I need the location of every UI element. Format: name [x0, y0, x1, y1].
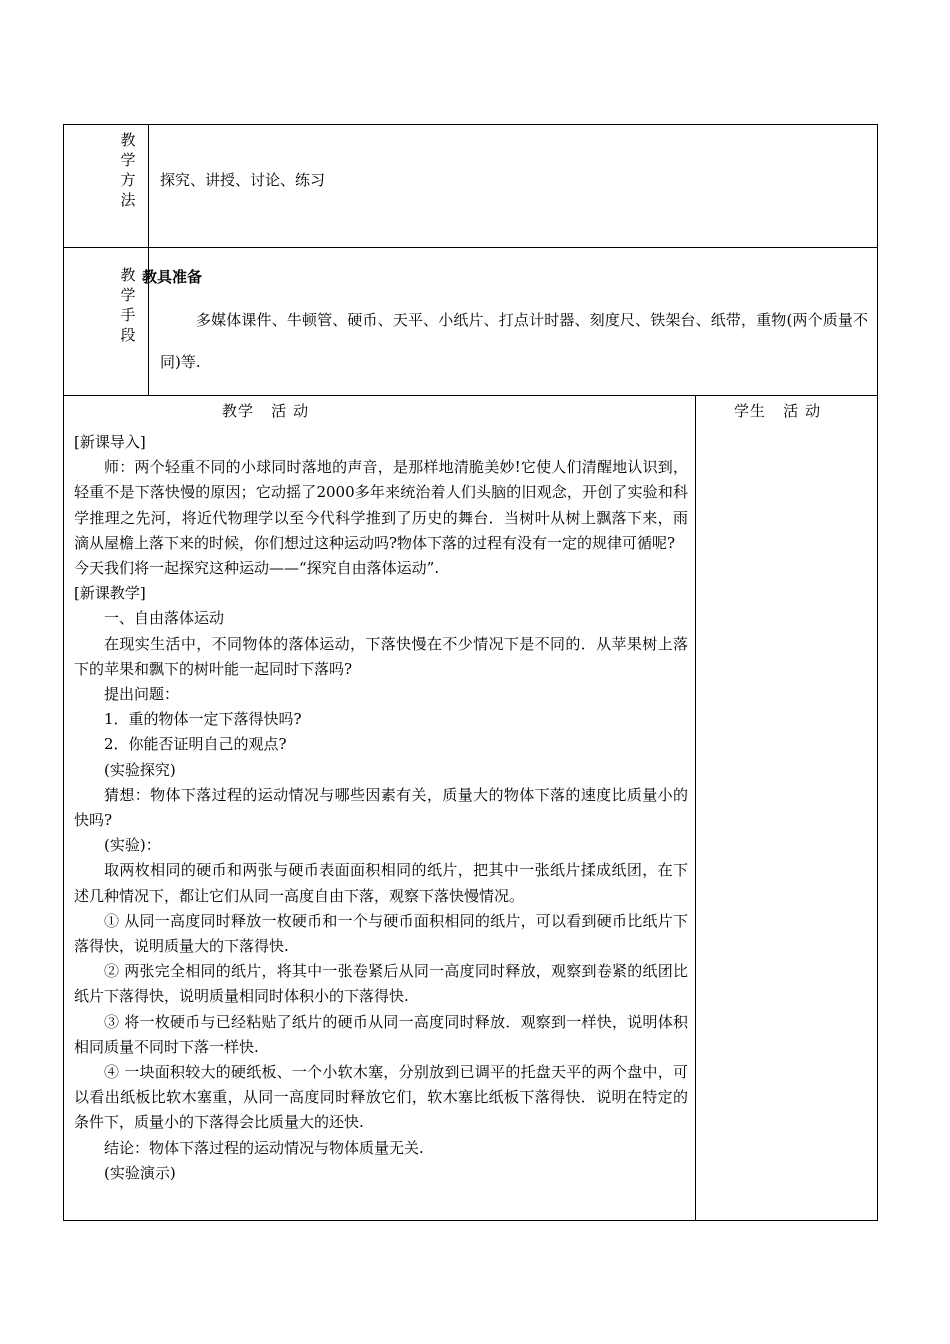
activity-divider — [695, 395, 696, 1221]
means-label: 教学手段 — [120, 266, 136, 344]
list-item: ③ 将一枚硬币与已经粘贴了纸片的硬币从同一高度同时释放．观察到一样快，说明体积相同质量不同时下落一样快. — [74, 1012, 688, 1056]
paragraph: 猜想：物体下落过程的运动情况与哪些因素有关，质量大的物体下落的速度比质量小的快吗? — [74, 785, 688, 830]
list-item: 2．你能否证明自己的观点? — [104, 735, 287, 754]
section-intro: [新课导入] — [74, 433, 146, 451]
paragraph: 结论：物体下落过程的运动情况与物体质量无关. — [104, 1138, 424, 1157]
method-label: 教学方法 — [120, 131, 136, 209]
paragraph: (实验演示) — [104, 1163, 176, 1182]
subheading: 一、自由落体运动 — [104, 609, 225, 628]
paragraph: 提出问题： — [104, 685, 180, 704]
list-item: ② 两张完全相同的纸片，将其中一张卷紧后从同一高度同时释放，观察到卷紧的纸团比纸片下落得快，说明质量相同时体积小的下落得快. — [74, 962, 688, 1006]
teacher-activity-header: 教学 活 动 — [222, 402, 310, 420]
means-text: 多媒体课件、牛顿管、硬币、天平、小纸片、打点计时器、刻度尺、铁架台、纸带，重物(两个质量不同)等. — [160, 311, 868, 371]
method-divider — [148, 124, 149, 248]
paragraph: (实验)： — [104, 836, 161, 855]
section-new-lesson: [新课教学] — [74, 584, 146, 603]
paragraph: (实验探究) — [104, 760, 176, 779]
paragraph: 取两枚相同的硬币和两张与硬币表面面积相同的纸片，把其中一张纸片揉成纸团，在下述几种情况下，都让它们从同一高度自由下落，观察下落快慢情况。 — [74, 861, 688, 905]
student-activity-header: 学生 活 动 — [734, 402, 822, 420]
paragraph: 在现实生活中，不同物体的落体运动，下落快慢在不少情况下是不同的．从苹果树上落下的苹果和飘下的树叶能一起同时下落吗? — [74, 634, 688, 678]
method-text: 探究、讲授、讨论、练习 — [160, 171, 326, 189]
list-item: 1．重的物体一定下落得快吗? — [104, 710, 302, 729]
paragraph: 今天我们将一起探究这种运动——“探究自由落体运动”. — [74, 559, 440, 578]
list-item: ④ 一块面积较大的硬纸板、一个小软木塞，分别放到已调平的托盘天平的两个盘中，可以看出纸板比软木塞重，从同一高度同时释放它们，软木塞比纸板下落得快．说明在特定的条件下，质量小的下落得会比质量大的还快. — [74, 1063, 688, 1132]
means-heading: 教具准备 — [142, 268, 203, 286]
list-item: ① 从同一高度同时释放一枚硬币和一个与硬币面积相同的纸片，可以看到硬币比纸片下落得快，说明质量大的下落得快. — [74, 911, 688, 956]
paragraph: 师：两个轻重不同的小球同时落地的声音，是那样地清脆美妙!它使人们清醒地认识到，轻重不是下落快慢的原因；它动摇了2000多年来统治着人们头脑的旧观念，开创了实验和科学推理之先河，将近代物理学以至今代科学推到了历史的舞台．当树叶从树上飘落下来，雨滴从屋檐上落下来的时候，你们想过这种运动吗?物体下落的过程有没有一定的规律可循呢? — [74, 458, 688, 552]
teacher-activity-content — [74, 430, 688, 1186]
